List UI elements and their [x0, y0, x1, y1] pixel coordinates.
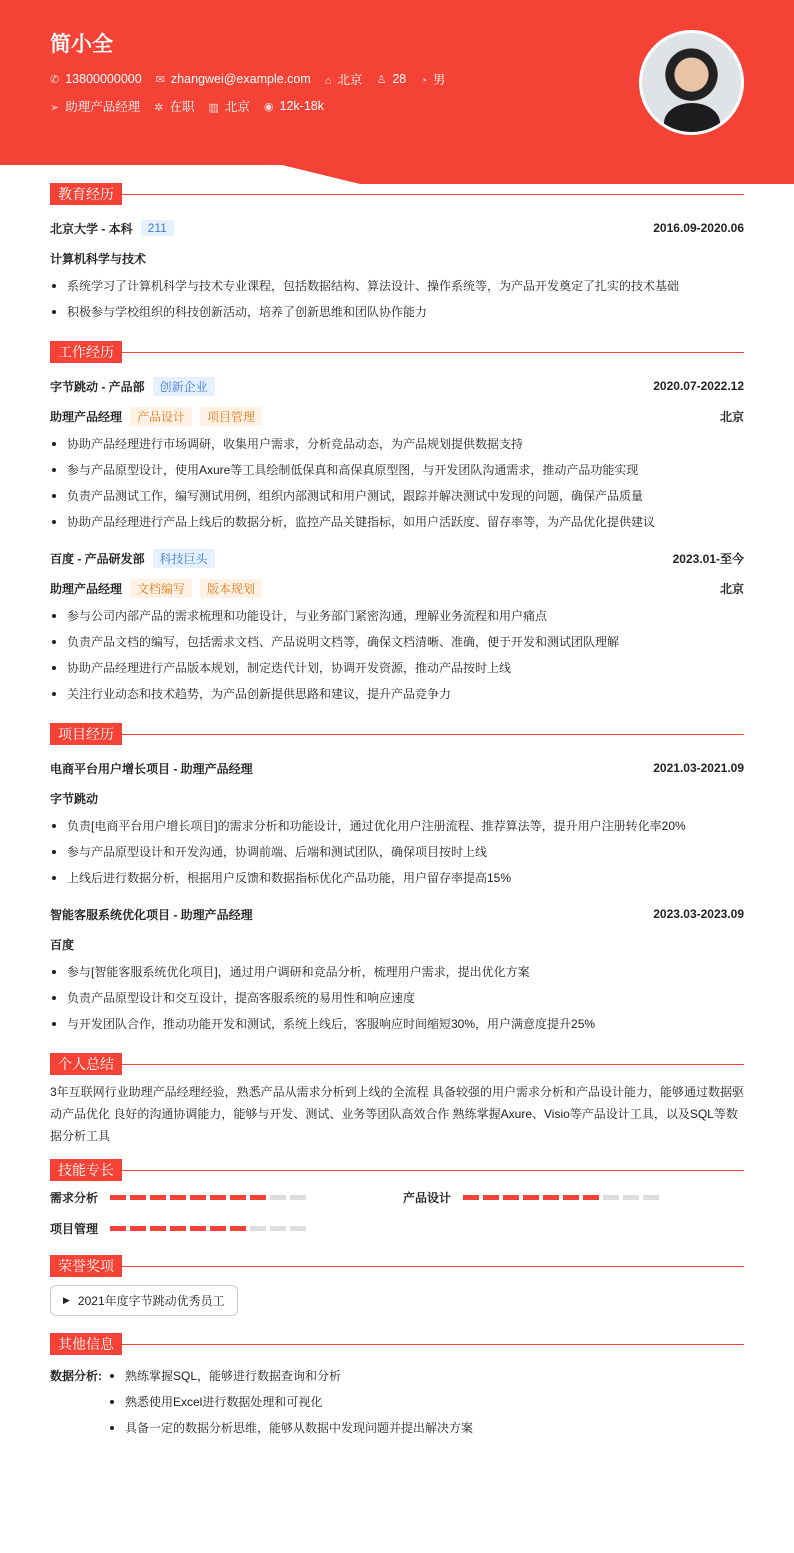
- email: zhangwei@example.com: [170, 72, 311, 86]
- section-header-awards: [50, 1255, 744, 1277]
- skill-level-segment: [230, 1226, 246, 1231]
- project-org: 百度: [50, 937, 75, 952]
- bullet-item: 上线后进行数据分析，根据用户反馈和数据指标优化产品功能，用户留存率提高15%: [50, 865, 744, 891]
- resume-content: [50, 183, 744, 1441]
- spacer: [50, 891, 744, 899]
- section-title: 技能专长: [50, 1159, 122, 1181]
- bullet-list: [50, 273, 744, 325]
- intent-row: [50, 97, 324, 115]
- section-divider: [122, 1266, 744, 1267]
- entry-left: [50, 250, 146, 267]
- skill-level-segment: [643, 1195, 659, 1200]
- section-header-education: [50, 183, 744, 205]
- cake-icon: ♙: [376, 74, 387, 86]
- salary-icon: ◉: [263, 101, 274, 113]
- bullet-item: 负责产品原型设计和交互设计，提高客服系统的易用性和响应速度: [50, 985, 744, 1011]
- skill-item: [50, 1220, 403, 1237]
- phone: 13800000000: [65, 72, 142, 86]
- section-title: 个人总结: [50, 1053, 122, 1075]
- role-tag: 版本规划: [200, 579, 262, 598]
- building-icon: ▥: [208, 102, 219, 114]
- skill-level-segment: [483, 1195, 499, 1200]
- bullet-item: 系统学习了计算机科学与技术专业课程，包括数据结构、算法设计、操作系统等，为产品开发奠定了扎实的技术基础: [50, 273, 744, 299]
- skill-level-bar: [110, 1226, 306, 1231]
- entry-left: [50, 760, 253, 777]
- section-title: 工作经历: [50, 341, 122, 363]
- entry-left: [50, 220, 174, 237]
- skill-name: 产品设计: [403, 1191, 452, 1205]
- award-text: 2021年度字节跳动优秀员工: [77, 1294, 225, 1308]
- bullet-item: 与开发团队合作，推动功能开发和测试，系统上线后，客服响应时间缩短30%，用户满意度提升25%: [50, 1011, 744, 1037]
- bullet-item: 熟悉使用Excel进行数据处理和可视化: [108, 1389, 744, 1415]
- section-divider: [122, 734, 744, 735]
- skill-level-segment: [170, 1195, 186, 1200]
- date: 2021.03-2021.09: [653, 761, 744, 775]
- bullet-list: [50, 959, 744, 1037]
- section-divider: [122, 1344, 744, 1345]
- skill-level-segment: [250, 1195, 266, 1200]
- entry-left: [50, 906, 253, 923]
- skill-level-segment: [290, 1195, 306, 1200]
- location: 北京: [719, 409, 744, 424]
- caret-right-icon: ▶: [63, 1295, 70, 1305]
- bullet-item: 协助产品经理进行产品版本规划，制定迭代计划，协调开发资源，推动产品按时上线: [50, 655, 744, 681]
- skill-level-segment: [290, 1226, 306, 1231]
- company-tag: 创新企业: [153, 377, 215, 396]
- contact-row: [50, 70, 445, 88]
- entry-left: [50, 579, 262, 598]
- skill-level-segment: [543, 1195, 559, 1200]
- award-item[interactable]: [50, 1285, 238, 1316]
- skill-level-segment: [603, 1195, 619, 1200]
- entry-row: [50, 899, 744, 929]
- work-city: 北京: [224, 100, 250, 114]
- role-tag: 文档编写: [130, 579, 192, 598]
- skill-level-bar: [463, 1195, 659, 1200]
- entry-row: [50, 929, 744, 959]
- skill-level-segment: [170, 1226, 186, 1231]
- section-title: 荣誉奖项: [50, 1255, 122, 1277]
- location: 北京: [719, 581, 744, 596]
- section-divider: [122, 194, 744, 195]
- bullet-item: 参与产品原型设计，使用Axure等工具绘制低保真和高保真原型图，与开发团队沟通需求，推动产品功能实现: [50, 457, 744, 483]
- section-header-project: [50, 723, 744, 745]
- skill-level-segment: [270, 1195, 286, 1200]
- project-org: 字节跳动: [50, 791, 99, 806]
- bullet-list: [50, 813, 744, 891]
- bullet-item: 熟练掌握SQL，能够进行数据查询和分析: [108, 1363, 744, 1389]
- skill-level-segment: [190, 1226, 206, 1231]
- bullet-item: 具备一定的数据分析思维，能够从数据中发现问题并提出解决方案: [108, 1415, 744, 1441]
- skill-level-segment: [150, 1195, 166, 1200]
- bullet-item: 关注行业动态和技术趋势，为产品创新提供思路和建议，提升产品竞争力: [50, 681, 744, 707]
- project-title: 电商平台用户增长项目 - 助理产品经理: [50, 761, 253, 776]
- bullet-item: 参与公司内部产品的需求梳理和功能设计，与业务部门紧密沟通，理解业务流程和用户痛点: [50, 603, 744, 629]
- skill-level-segment: [270, 1226, 286, 1231]
- bullet-item: 参与产品原型设计和开发沟通，协调前端、后端和测试团队，确保项目按时上线: [50, 839, 744, 865]
- spacer: [50, 1037, 744, 1053]
- role-tag: 产品设计: [130, 407, 192, 426]
- bullet-item: 协助产品经理进行市场调研，收集用户需求，分析竞品动态，为产品规划提供数据支持: [50, 431, 744, 457]
- spacer: [50, 535, 744, 543]
- bullet-list: [50, 431, 744, 535]
- gender: 男: [432, 73, 446, 87]
- section-header-other: [50, 1333, 744, 1355]
- skill-item: [50, 1189, 403, 1206]
- skill-level-segment: [523, 1195, 539, 1200]
- other-label: 数据分析:: [50, 1369, 102, 1383]
- entry-left: [50, 936, 74, 953]
- skill-name: 项目管理: [50, 1222, 99, 1236]
- entry-left: [50, 407, 262, 426]
- skill-level-segment: [503, 1195, 519, 1200]
- school-tag: 211: [141, 220, 174, 236]
- role-tag: 项目管理: [200, 407, 262, 426]
- section-divider: [122, 352, 744, 353]
- school: 北京大学 - 本科: [50, 221, 133, 236]
- spacer: [50, 325, 744, 341]
- role: 助理产品经理: [50, 581, 123, 596]
- candidate-name: 简小全: [50, 33, 113, 56]
- major: 计算机科学与技术: [50, 251, 147, 266]
- section-header-skills: [50, 1159, 744, 1181]
- entry-row: [50, 753, 744, 783]
- avatar: [639, 30, 744, 135]
- company: 字节跳动 - 产品部: [50, 379, 145, 394]
- entry-row: [50, 371, 744, 401]
- status: 在职: [169, 100, 195, 114]
- other-bullets: [108, 1363, 744, 1441]
- bullet-item: 协助产品经理进行产品上线后的数据分析，监控产品关键指标，如用户活跃度、留存率等，为产品优化提供建议: [50, 509, 744, 535]
- entry-row: [50, 401, 744, 431]
- skill-level-segment: [190, 1195, 206, 1200]
- section-title: 项目经历: [50, 723, 122, 745]
- section-divider: [122, 1170, 744, 1171]
- entry-left: [50, 790, 98, 807]
- skill-item: [403, 1189, 744, 1206]
- entry-row: [50, 213, 744, 243]
- phone-icon: ✆: [50, 74, 60, 86]
- bullet-item: 负责[电商平台用户增长项目]的需求分析和功能设计，通过优化用户注册流程、推荐算法等，提升用户注册转化率20%: [50, 813, 744, 839]
- entry-row: [50, 573, 744, 603]
- city: 北京: [337, 73, 363, 87]
- skill-level-segment: [110, 1195, 126, 1200]
- bullet-item: 积极参与学校组织的科技创新活动，培养了创新思维和团队协作能力: [50, 299, 744, 325]
- spacer: [50, 707, 744, 723]
- age: 28: [392, 72, 407, 86]
- home-icon: ⌂: [324, 75, 332, 87]
- bullet-item: 负责产品测试工作，编写测试用例，组织内部测试和用户测试，跟踪并解决测试中发现的问题，确保产品质量: [50, 483, 744, 509]
- bullet-item: 参与[智能客服系统优化项目]，通过用户调研和竞品分析，梳理用户需求，提出优化方案: [50, 959, 744, 985]
- bullet-item: 负责产品文档的编写，包括需求文档、产品说明文档等，确保文档清晰、准确，便于开发和测试团队理解: [50, 629, 744, 655]
- company: 百度 - 产品研发部: [50, 551, 145, 566]
- section-header-work: [50, 341, 744, 363]
- entry-row: [50, 243, 744, 273]
- salary: 12k-18k: [279, 99, 324, 113]
- skill-level-segment: [130, 1226, 146, 1231]
- skill-level-segment: [210, 1195, 226, 1200]
- company-tag: 科技巨头: [153, 549, 215, 568]
- entry-left: [50, 377, 215, 396]
- send-icon: ➢: [50, 102, 60, 114]
- skill-level-segment: [230, 1195, 246, 1200]
- section-divider: [122, 1064, 744, 1065]
- skill-level-segment: [210, 1226, 226, 1231]
- skill-level-segment: [623, 1195, 639, 1200]
- skill-level-segment: [110, 1226, 126, 1231]
- gender-icon: ◔: [420, 75, 427, 87]
- entry-row: [50, 783, 744, 813]
- status-icon: ✲: [154, 102, 164, 114]
- section-header-summary: [50, 1053, 744, 1075]
- mail-icon: ✉: [155, 74, 165, 86]
- bullet-list: [108, 1363, 744, 1441]
- date: 2023.01-至今: [672, 551, 744, 566]
- date: 2020.07-2022.12: [653, 379, 744, 393]
- entry-left: [50, 549, 215, 568]
- entry-row: [50, 543, 744, 573]
- project-title: 智能客服系统优化项目 - 助理产品经理: [50, 907, 253, 922]
- date: 2023.03-2023.09: [653, 907, 744, 921]
- skill-level-segment: [150, 1226, 166, 1231]
- role: 助理产品经理: [50, 409, 123, 424]
- skill-level-segment: [130, 1195, 146, 1200]
- skills-grid: [50, 1189, 744, 1237]
- skill-name: 需求分析: [50, 1191, 99, 1205]
- other-info: [50, 1363, 744, 1441]
- skill-level-segment: [250, 1226, 266, 1231]
- section-title: 其他信息: [50, 1333, 122, 1355]
- skill-level-segment: [463, 1195, 479, 1200]
- skill-level-segment: [563, 1195, 579, 1200]
- bullet-list: [50, 603, 744, 707]
- skill-level-bar: [110, 1195, 306, 1200]
- skill-level-segment: [583, 1195, 599, 1200]
- section-title: 教育经历: [50, 183, 122, 205]
- summary-text: 3年互联网行业助理产品经理经验，熟悉产品从需求分析到上线的全流程 具备较强的用户需求分析和产品设计能力，能够通过数据驱动产品优化 良好的沟通协调能力，能够与开发、测试、业务等团队高效合作 熟练掌握Axure、Visio等产品设计工具，以及SQL等数据分析工具: [50, 1085, 745, 1143]
- date: 2016.09-2020.06: [653, 221, 744, 235]
- job: 助理产品经理: [65, 100, 141, 114]
